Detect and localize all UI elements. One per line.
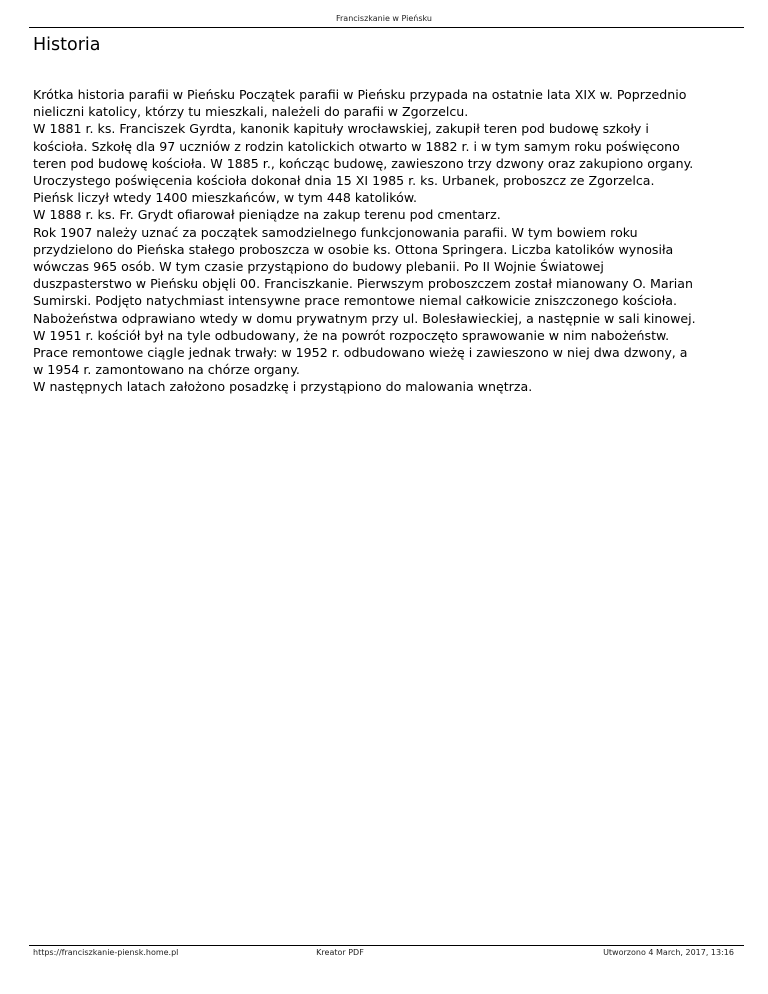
body-line: Krótka historia parafii w Pieńsku Początek parafii w Pieńsku przypada na ostatnie lata XIX w. Poprzednio [33,87,687,102]
page-header-title: Franciszkanie w Pieńsku [336,14,432,23]
body-line: W 1951 r. kościół był na tyle odbudowany, że na powrót rozpoczęto sprawowanie w nim nabożeństw. [33,327,670,343]
body-line: Prace remontowe ciągle jednak trwały: w 1952 r. odbudowano wieżę i zawieszono w niej dwa dzwony, a [33,345,688,361]
body-line: wówczas 965 osób. W tym czasie przystąpiono do budowy plebanii. Po II Wojnie Światowej [33,259,604,275]
header-rule [29,27,744,28]
body-line: Pieńsk liczył wtedy 1400 mieszkańców, w tym 448 katolików. [33,190,417,206]
article-body [33,86,733,396]
body-line: w 1954 r. zamontowano na chórze organy. [33,362,300,378]
footer-generator: Kreator PDF [316,948,364,957]
footer-rule [29,945,744,946]
body-line: nieliczni katolicy, którzy tu mieszkali, należeli do parafii w Zgorzelcu. [33,104,469,120]
body-line: W 1888 r. ks. Fr. Grydt ofiarował pieniądze na zakup terenu pod cmentarz. [33,207,501,223]
body-line: Sumirski. Podjęto natychmiast intensywne prace remontowe niemal całkowicie zniszczonego kościoła. [33,293,677,309]
body-line: kościoła. Szkołę dla 97 uczniów z rodzin katolickich otwarto w 1882 r. i w tym samym roku poświęcono [33,138,680,154]
body-line: teren pod budowę kościoła. W 1885 r., kończąc budowę, zawieszono trzy dzwony oraz zakupiono organy. [33,155,694,171]
footer-url: https://franciszkanie-piensk.home.pl [33,948,179,957]
body-line: Uroczystego poświęcenia kościoła dokonał dnia 15 XI 1985 r. ks. Urbanek, proboszcz ze Zgorzelca. [33,173,655,189]
body-line: W 1881 r. ks. Franciszek Gyrdta, kanonik kapituły wrocławskiej, zakupił teren pod budowę szkoły i [33,121,649,137]
footer-created-date: Utworzono 4 March, 2017, 13:16 [603,948,734,957]
body-line: przydzielono do Pieńska stałego proboszcza w osobie ks. Ottona Springera. Liczba katolików wynosiła [33,241,674,257]
body-line: W następnych latach założono posadzkę i przystąpiono do malowania wnętrza. [33,379,533,395]
body-line: Rok 1907 należy uznać za początek samodzielnego funkcjonowania parafii. W tym bowiem roku [33,224,638,240]
body-line: duszpasterstwo w Pieńsku objęli 00. Franciszkanie. Pierwszym proboszczem został mianowany O. Marian [33,276,693,292]
page-title: Historia [33,35,101,55]
body-line: Nabożeństwa odprawiano wtedy w domu prywatnym przy ul. Bolesławieckiej, a następnie w sali kinowej. [33,310,696,326]
